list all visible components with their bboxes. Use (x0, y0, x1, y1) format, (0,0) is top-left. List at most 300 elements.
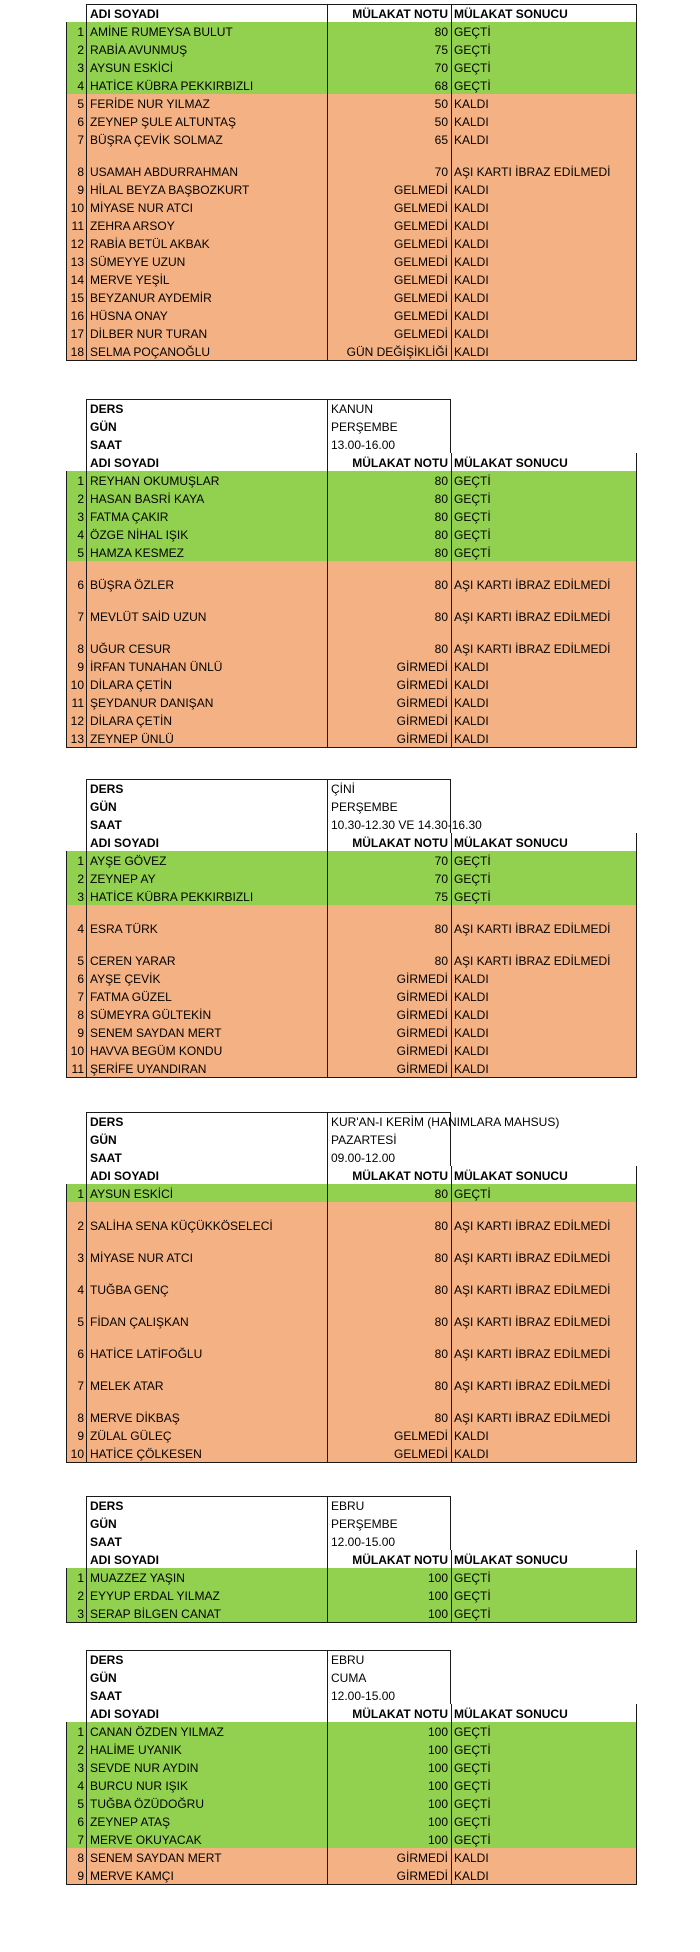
day-row (0, 417, 700, 436)
header-result: MÜLAKAT SONUCU (451, 4, 637, 23)
interview-score: GELMEDİ (327, 252, 451, 271)
table-row (0, 324, 700, 343)
participant-name: MİYASE NUR ATCI (86, 1234, 327, 1267)
row-number: 13 (66, 729, 86, 748)
row-number: 6 (66, 1330, 86, 1363)
row-number: 3 (66, 1234, 86, 1267)
interview-score: 80 (327, 1362, 451, 1395)
interview-score: 100 (327, 1812, 451, 1831)
interview-result: KALDI (451, 130, 637, 149)
row-number: 5 (66, 937, 86, 970)
interview-result: KALDI (451, 1426, 637, 1445)
row-number: 6 (66, 112, 86, 131)
table-row (0, 1604, 700, 1623)
day-value: PERŞEMBE (327, 417, 451, 436)
participant-name: MERVE YEŞİL (86, 270, 327, 289)
column-header-row (0, 1166, 700, 1185)
interview-score: GİRMEDİ (327, 1866, 451, 1885)
interview-score: 80 (327, 1202, 451, 1235)
participant-name: HASAN BASRİ KAYA (86, 489, 327, 508)
table-row (0, 22, 700, 41)
table-row (0, 1426, 700, 1445)
participant-name: HİLAL BEYZA BAŞBOZKURT (86, 180, 327, 199)
table-row (0, 112, 700, 131)
row-number: 1 (66, 471, 86, 490)
table-row (0, 198, 700, 217)
table-row (0, 851, 700, 870)
table-row (0, 1330, 700, 1363)
interview-score: GELMEDİ (327, 180, 451, 199)
table-row (0, 180, 700, 199)
interview-result: AŞI KARTI İBRAZ EDİLMEDİ (451, 561, 637, 594)
header-score: MÜLAKAT NOTU (327, 1166, 451, 1185)
table-row (0, 130, 700, 149)
participant-name: MELEK ATAR (86, 1362, 327, 1395)
row-number: 9 (66, 1023, 86, 1042)
row-number: 6 (66, 561, 86, 594)
interview-result: GEÇTİ (451, 58, 637, 77)
interview-score: 100 (327, 1776, 451, 1795)
table-row (0, 1812, 700, 1831)
row-number: 4 (66, 525, 86, 544)
row-number: 3 (66, 507, 86, 526)
header-score: MÜLAKAT NOTU (327, 4, 451, 23)
time-value: 13.00-16.00 (327, 435, 451, 454)
row-number: 9 (66, 1426, 86, 1445)
row-number: 4 (66, 1776, 86, 1795)
interview-result: KALDI (451, 306, 637, 325)
row-number: 8 (66, 1005, 86, 1024)
course-value: EBRU (327, 1496, 451, 1515)
interview-score: GELMEDİ (327, 216, 451, 235)
header-result: MÜLAKAT SONUCU (451, 833, 637, 852)
table-row (0, 471, 700, 490)
interview-result: KALDI (451, 288, 637, 307)
interview-score: GELMEDİ (327, 1426, 451, 1445)
interview-score: 80 (327, 525, 451, 544)
table-row (0, 1568, 700, 1587)
table-row (0, 1202, 700, 1235)
day-row (0, 797, 700, 816)
day-row (0, 1130, 700, 1149)
row-number: 2 (66, 489, 86, 508)
participant-name: HATİCE ÇÖLKESEN (86, 1444, 327, 1463)
day-row (0, 1514, 700, 1533)
column-header-row (0, 1550, 700, 1569)
interview-result: GEÇTİ (451, 1812, 637, 1831)
day-label: GÜN (86, 797, 327, 816)
row-number: 14 (66, 270, 86, 289)
interview-result: GEÇTİ (451, 1586, 637, 1605)
table-row (0, 40, 700, 59)
row-number: 9 (66, 1866, 86, 1885)
interview-score: 100 (327, 1740, 451, 1759)
table-row (0, 306, 700, 325)
row-number: 4 (66, 905, 86, 938)
interview-result: GEÇTİ (451, 1722, 637, 1741)
interview-score: GELMEDİ (327, 288, 451, 307)
row-number: 16 (66, 306, 86, 325)
interview-result: GEÇTİ (451, 543, 637, 562)
participant-name: DİLBER NUR TURAN (86, 324, 327, 343)
interview-result: AŞI KARTI İBRAZ EDİLMEDİ (451, 1298, 637, 1331)
row-number: 18 (66, 342, 86, 361)
row-number: 17 (66, 324, 86, 343)
participant-name: SÜMEYYE UZUN (86, 252, 327, 271)
table-row (0, 937, 700, 970)
participant-name: MERVE DİKBAŞ (86, 1394, 327, 1427)
row-number: 10 (66, 1041, 86, 1060)
participant-name: SEVDE NUR AYDIN (86, 1758, 327, 1777)
table-row (0, 969, 700, 988)
table-row (0, 1059, 700, 1078)
participant-name: ZÜLAL GÜLEÇ (86, 1426, 327, 1445)
interview-result: KALDI (451, 198, 637, 217)
day-value: CUMA (327, 1668, 451, 1687)
row-number: 2 (66, 869, 86, 888)
day-label: GÜN (86, 1668, 327, 1687)
table-row (0, 1586, 700, 1605)
row-number: 6 (66, 969, 86, 988)
participant-name: HALİME UYANIK (86, 1740, 327, 1759)
participant-name: HATİCE LATİFOĞLU (86, 1330, 327, 1363)
interview-result: GEÇTİ (451, 1184, 637, 1203)
interview-result: GEÇTİ (451, 869, 637, 888)
interview-score: 100 (327, 1794, 451, 1813)
interview-result: AŞI KARTI İBRAZ EDİLMEDİ (451, 1394, 637, 1427)
interview-result: GEÇTİ (451, 1830, 637, 1849)
table-row (0, 507, 700, 526)
interview-score: 80 (327, 543, 451, 562)
table-row (0, 675, 700, 694)
row-number: 3 (66, 1604, 86, 1623)
time-row (0, 1148, 700, 1167)
row-number: 7 (66, 593, 86, 626)
day-row (0, 1668, 700, 1687)
interview-result: GEÇTİ (451, 471, 637, 490)
table-row (0, 1023, 700, 1042)
time-row (0, 1686, 700, 1705)
row-number: 8 (66, 625, 86, 658)
interview-score: 80 (327, 489, 451, 508)
table-row (0, 1848, 700, 1867)
participant-name: CANAN ÖZDEN YILMAZ (86, 1722, 327, 1741)
interview-score: GELMEDİ (327, 1444, 451, 1463)
participant-name: SERAP BİLGEN CANAT (86, 1604, 327, 1623)
table-row (0, 1298, 700, 1331)
table-row (0, 525, 700, 544)
interview-score: 80 (327, 593, 451, 626)
participant-name: MUAZZEZ YAŞIN (86, 1568, 327, 1587)
participant-name: MEVLÜT SAİD UZUN (86, 593, 327, 626)
interview-score: GELMEDİ (327, 324, 451, 343)
header-name: ADI SOYADI (86, 1166, 327, 1185)
interview-score: GİRMEDİ (327, 987, 451, 1006)
day-value: PAZARTESİ (327, 1130, 451, 1149)
table-row (0, 543, 700, 562)
interview-score: 80 (327, 1184, 451, 1203)
header-result: MÜLAKAT SONUCU (451, 1704, 637, 1723)
interview-score: 80 (327, 937, 451, 970)
course-row (0, 779, 700, 798)
column-header-row (0, 833, 700, 852)
interview-score: 100 (327, 1758, 451, 1777)
table-row (0, 887, 700, 906)
participant-name: ŞEYDANUR DANIŞAN (86, 693, 327, 712)
participant-name: DİLARA ÇETİN (86, 675, 327, 694)
table-row (0, 693, 700, 712)
interview-result: AŞI KARTI İBRAZ EDİLMEDİ (451, 148, 637, 181)
table-row (0, 342, 700, 361)
row-number: 1 (66, 1184, 86, 1203)
interview-score: 80 (327, 561, 451, 594)
interview-score: 80 (327, 507, 451, 526)
interview-result: KALDI (451, 94, 637, 113)
interview-score: GİRMEDİ (327, 1005, 451, 1024)
table-row (0, 1362, 700, 1395)
interview-score: GİRMEDİ (327, 675, 451, 694)
course-row (0, 1112, 700, 1131)
participant-name: BURCU NUR IŞIK (86, 1776, 327, 1795)
participant-name: RABİA BETÜL AKBAK (86, 234, 327, 253)
time-value: 09.00-12.00 (327, 1148, 451, 1167)
table-row (0, 1866, 700, 1885)
table-row (0, 270, 700, 289)
row-number: 1 (66, 22, 86, 41)
course-row (0, 399, 700, 418)
participant-name: ZEYNEP ÜNLÜ (86, 729, 327, 748)
interview-result: KALDI (451, 324, 637, 343)
table-row (0, 1758, 700, 1777)
table-row (0, 561, 700, 594)
header-name: ADI SOYADI (86, 1550, 327, 1569)
interview-result: KALDI (451, 969, 637, 988)
interview-score: 65 (327, 130, 451, 149)
course-value: EBRU (327, 1650, 451, 1669)
row-number: 3 (66, 1758, 86, 1777)
interview-result: KALDI (451, 987, 637, 1006)
participant-name: AYSUN ESKİCİ (86, 58, 327, 77)
table-row (0, 76, 700, 95)
row-number: 9 (66, 180, 86, 199)
interview-result: AŞI KARTI İBRAZ EDİLMEDİ (451, 1362, 637, 1395)
participant-name: AYŞE ÇEVİK (86, 969, 327, 988)
row-number: 10 (66, 1444, 86, 1463)
time-label: SAAT (86, 1532, 327, 1551)
interview-result: KALDI (451, 675, 637, 694)
interview-result: AŞI KARTI İBRAZ EDİLMEDİ (451, 1330, 637, 1363)
row-number: 7 (66, 130, 86, 149)
time-row (0, 1532, 700, 1551)
column-header-row (0, 4, 700, 23)
table-row (0, 1830, 700, 1849)
header-result: MÜLAKAT SONUCU (451, 1550, 637, 1569)
row-number: 7 (66, 1830, 86, 1849)
header-name: ADI SOYADI (86, 1704, 327, 1723)
interview-score: GİRMEDİ (327, 729, 451, 748)
header-result: MÜLAKAT SONUCU (451, 1166, 637, 1185)
row-number: 5 (66, 94, 86, 113)
interview-score: 80 (327, 471, 451, 490)
table-row (0, 987, 700, 1006)
interview-result: AŞI KARTI İBRAZ EDİLMEDİ (451, 1266, 637, 1299)
interview-score: GİRMEDİ (327, 1848, 451, 1867)
row-number: 9 (66, 657, 86, 676)
interview-result: KALDI (451, 112, 637, 131)
interview-result: AŞI KARTI İBRAZ EDİLMEDİ (451, 625, 637, 658)
row-number: 7 (66, 1362, 86, 1395)
row-number: 1 (66, 1722, 86, 1741)
participant-name: FERİDE NUR YILMAZ (86, 94, 327, 113)
participant-name: AYŞE GÖVEZ (86, 851, 327, 870)
day-value: PERŞEMBE (327, 797, 451, 816)
table-row (0, 1041, 700, 1060)
participant-name: MİYASE NUR ATCI (86, 198, 327, 217)
interview-score: GELMEDİ (327, 234, 451, 253)
row-number: 3 (66, 58, 86, 77)
participant-name: MERVE KAMÇI (86, 1866, 327, 1885)
day-label: GÜN (86, 417, 327, 436)
table-row (0, 234, 700, 253)
participant-name: İRFAN TUNAHAN ÜNLÜ (86, 657, 327, 676)
interview-result: GEÇTİ (451, 887, 637, 906)
participant-name: FATMA ÇAKIR (86, 507, 327, 526)
interview-result: GEÇTİ (451, 507, 637, 526)
participant-name: SELMA POÇANOĞLU (86, 342, 327, 361)
interview-score: 50 (327, 112, 451, 131)
interview-result: KALDI (451, 1866, 637, 1885)
participant-name: ESRA TÜRK (86, 905, 327, 938)
participant-name: DİLARA ÇETİN (86, 711, 327, 730)
time-label: SAAT (86, 1686, 327, 1705)
row-number: 1 (66, 1568, 86, 1587)
participant-name: ZEHRA ARSOY (86, 216, 327, 235)
interview-score: 70 (327, 58, 451, 77)
participant-name: USAMAH ABDURRAHMAN (86, 148, 327, 181)
row-number: 6 (66, 1812, 86, 1831)
time-label: SAAT (86, 815, 327, 834)
interview-result: KALDI (451, 342, 637, 361)
row-number: 10 (66, 675, 86, 694)
row-number: 13 (66, 252, 86, 271)
interview-score: GİRMEDİ (327, 969, 451, 988)
participant-name: CEREN YARAR (86, 937, 327, 970)
course-value: ÇİNİ (327, 779, 451, 798)
row-number: 5 (66, 1794, 86, 1813)
course-row (0, 1496, 700, 1515)
table-row (0, 711, 700, 730)
interview-result: GEÇTİ (451, 1604, 637, 1623)
interview-result: GEÇTİ (451, 525, 637, 544)
day-label: GÜN (86, 1514, 327, 1533)
interview-result: KALDI (451, 1041, 637, 1060)
interview-result: KALDI (451, 252, 637, 271)
column-header-row (0, 1704, 700, 1723)
interview-result: KALDI (451, 1848, 637, 1867)
participant-name: UĞUR CESUR (86, 625, 327, 658)
row-number: 2 (66, 1202, 86, 1235)
course-label: DERS (86, 399, 327, 418)
table-row (0, 1444, 700, 1463)
interview-result: KALDI (451, 1444, 637, 1463)
table-row (0, 148, 700, 181)
participant-name: HATİCE KÜBRA PEKKIRBIZLI (86, 76, 327, 95)
interview-score: 75 (327, 887, 451, 906)
table-row (0, 94, 700, 113)
interview-result: AŞI KARTI İBRAZ EDİLMEDİ (451, 937, 637, 970)
table-row (0, 593, 700, 626)
interview-score: GİRMEDİ (327, 657, 451, 676)
participant-name: BEYZANUR AYDEMİR (86, 288, 327, 307)
participant-name: TUĞBA GENÇ (86, 1266, 327, 1299)
interview-result: KALDI (451, 1023, 637, 1042)
interview-score: 80 (327, 625, 451, 658)
interview-score: 100 (327, 1830, 451, 1849)
interview-score: GİRMEDİ (327, 711, 451, 730)
interview-result: AŞI KARTI İBRAZ EDİLMEDİ (451, 1202, 637, 1235)
interview-score: 100 (327, 1604, 451, 1623)
interview-result: KALDI (451, 270, 637, 289)
interview-result: KALDI (451, 180, 637, 199)
course-value: KUR'AN-I KERİM (HANIMLARA MAHSUS) (327, 1112, 451, 1131)
row-number: 11 (66, 693, 86, 712)
participant-name: SÜMEYRA GÜLTEKİN (86, 1005, 327, 1024)
table-row (0, 905, 700, 938)
day-label: GÜN (86, 1130, 327, 1149)
row-number: 7 (66, 987, 86, 1006)
participant-name: ŞERİFE UYANDIRAN (86, 1059, 327, 1078)
column-header-row (0, 453, 700, 472)
participant-name: SENEM SAYDAN MERT (86, 1848, 327, 1867)
interview-result: GEÇTİ (451, 40, 637, 59)
participant-name: HÜSNA ONAY (86, 306, 327, 325)
table-row (0, 1266, 700, 1299)
participant-name: SENEM SAYDAN MERT (86, 1023, 327, 1042)
interview-result: GEÇTİ (451, 1794, 637, 1813)
interview-score: GİRMEDİ (327, 1041, 451, 1060)
interview-score: 75 (327, 40, 451, 59)
table-row (0, 1722, 700, 1741)
interview-result: GEÇTİ (451, 1776, 637, 1795)
interview-score: 50 (327, 94, 451, 113)
participant-name: EYYUP ERDAL YILMAZ (86, 1586, 327, 1605)
interview-score: GÜN DEĞİŞİKLİĞİ (327, 342, 451, 361)
row-number: 8 (66, 1394, 86, 1427)
table-row (0, 58, 700, 77)
course-label: DERS (86, 1112, 327, 1131)
table-row (0, 252, 700, 271)
row-number: 5 (66, 543, 86, 562)
interview-result: GEÇTİ (451, 1758, 637, 1777)
interview-score: 70 (327, 148, 451, 181)
participant-name: AYSUN ESKİCİ (86, 1184, 327, 1203)
time-value: 10.30-12.30 VE 14.30-16.30 (327, 815, 451, 834)
interview-result: KALDI (451, 729, 637, 748)
interview-score: 80 (327, 22, 451, 41)
participant-name: FATMA GÜZEL (86, 987, 327, 1006)
time-label: SAAT (86, 1148, 327, 1167)
interview-result: KALDI (451, 693, 637, 712)
interview-result: KALDI (451, 216, 637, 235)
row-number: 12 (66, 234, 86, 253)
interview-result: GEÇTİ (451, 22, 637, 41)
row-number: 11 (66, 216, 86, 235)
row-number: 5 (66, 1298, 86, 1331)
interview-result: KALDI (451, 1059, 637, 1078)
participant-name: REYHAN OKUMUŞLAR (86, 471, 327, 490)
table-row (0, 1776, 700, 1795)
row-number: 8 (66, 1848, 86, 1867)
